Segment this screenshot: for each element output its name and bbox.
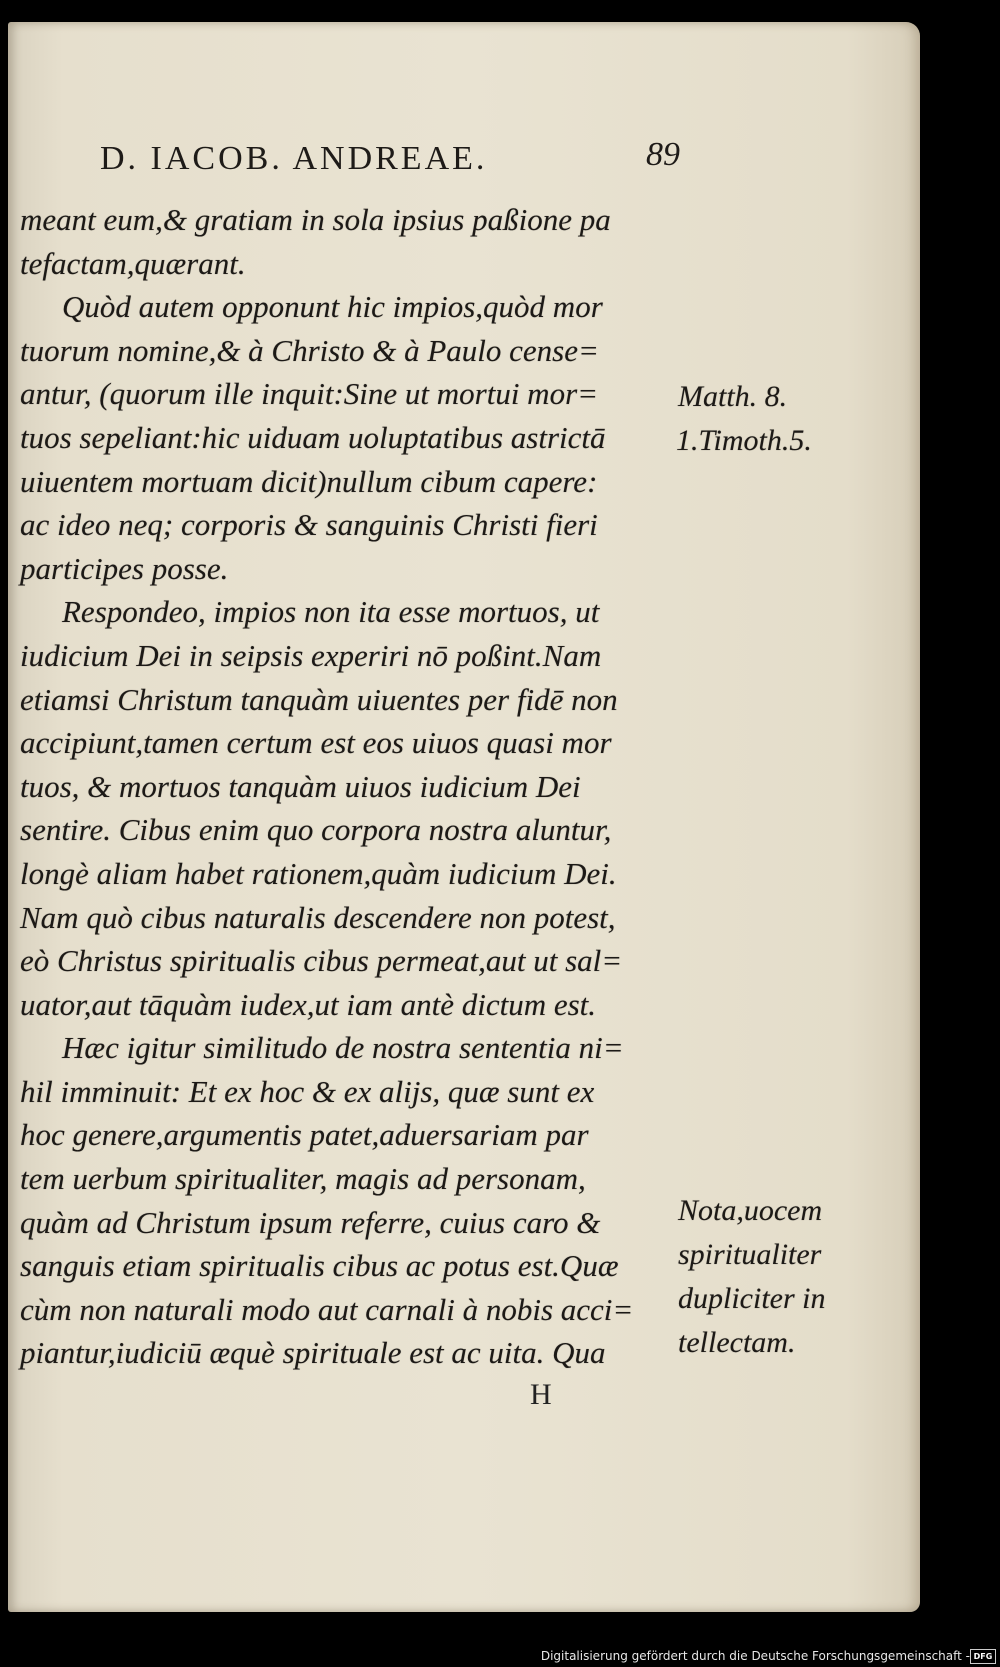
text-line: Hæc igitur similitudo de nostra sententia ni= (62, 1030, 624, 1066)
text-line: cùm non naturali modo aut carnali à nobis acci= (20, 1291, 634, 1327)
text-line: quàm ad Christum ipsum referre, cuius caro & (20, 1204, 601, 1240)
text-line: iudicium Dei in seipsis experiri nō poßint.Nam (20, 637, 602, 673)
margin-note-line: Nota,uocem (678, 1194, 823, 1227)
funding-credit: Digitalisierung gefördert durch die Deutsche Forschungsgemeinschaft - (540, 1649, 970, 1663)
margin-note-line: tellectam. (678, 1326, 796, 1359)
margin-note-line: spiritualiter (678, 1238, 822, 1271)
digitization-footer (0, 1645, 1000, 1667)
running-header (100, 136, 680, 190)
text-line: Nam quò cibus naturalis descendere non potest, (20, 899, 616, 935)
text-line: tuos sepeliant:hic uiduam uoluptatibus astrictā (20, 419, 606, 455)
text-line: uator,aut tāquàm iudex,ut iam antè dictum est. (20, 986, 597, 1022)
text-line: participes posse. (20, 550, 229, 586)
text-line: accipiunt,tamen certum est eos uiuos quasi mor (20, 725, 612, 761)
dfg-logo: DFG (970, 1649, 996, 1664)
running-title: D. IACOB. ANDREAE. (100, 140, 488, 177)
margin-note-timoth: 1.Timoth.5. (676, 424, 812, 457)
text-line: meant eum,& gratiam in sola ipsius paßione pa (20, 202, 611, 237)
text-line: antur, (quorum ille inquit:Sine ut mortui mor= (20, 376, 599, 412)
text-line: piantur,iudiciū æquè spirituale est ac uita. Qua (20, 1335, 606, 1371)
text-line: uiuentem mortuam dicit)nullum cibum capere: (20, 463, 598, 499)
margin-note-matth: Matth. 8. (678, 380, 788, 413)
text-line: Respondeo, impios non ita esse mortuos, ut (62, 594, 600, 630)
text-line: Quòd autem opponunt hic impios,quòd mor (62, 289, 603, 325)
signature-mark: H (530, 1378, 552, 1411)
main-text-block (20, 198, 670, 1375)
text-line: sanguis etiam spiritualis cibus ac potus est.Quæ (20, 1248, 619, 1284)
text-line: tefactam,quærant. (20, 245, 246, 281)
text-line: sentire. Cibus enim quo corpora nostra aluntur, (20, 812, 612, 848)
text-line: longè aliam habet rationem,quàm iudicium Dei. (20, 855, 617, 891)
text-line: eò Christus spiritualis cibus permeat,aut ut sal= (20, 943, 623, 979)
page-number: 89 (646, 136, 680, 173)
text-line: hoc genere,argumentis patet,aduersariam par (20, 1117, 589, 1153)
margin-note-line: dupliciter in (678, 1282, 826, 1315)
text-line: tuorum nomine,& à Christo & à Paulo cense= (20, 332, 599, 368)
text-line: etiamsi Christum tanquàm uiuentes per fidē non (20, 681, 618, 717)
text-line: tuos, & mortuos tanquàm uiuos iudicium Dei (20, 768, 581, 804)
text-line: tem uerbum spiritualiter, magis ad personam, (20, 1161, 586, 1197)
text-line: hil imminuit: Et ex hoc & ex alijs, quæ sunt ex (20, 1073, 595, 1109)
text-line: ac ideo neq; corporis & sanguinis Christi fieri (20, 507, 598, 543)
